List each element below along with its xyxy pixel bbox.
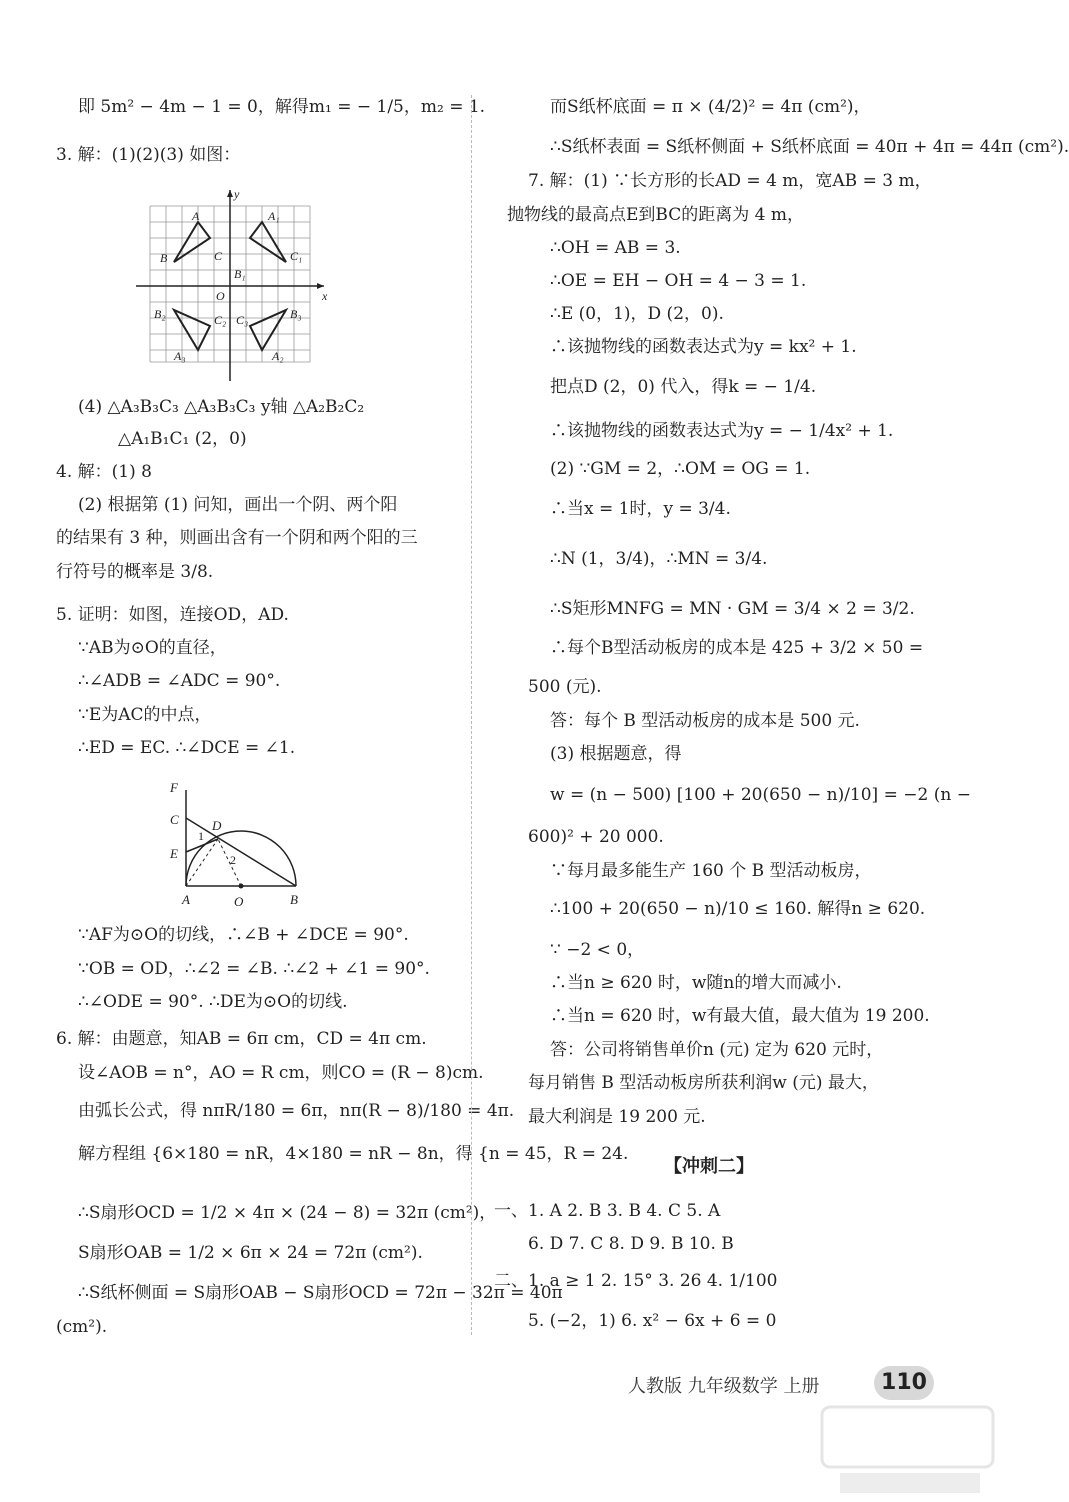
fig1-label-a1: A₁ (268, 209, 280, 223)
right-line: 答：公司将销售单价n (元) 定为 620 元时， (550, 1040, 884, 1060)
right-line: 把点D (2，0) 代入，得k = − 1/4. (550, 377, 817, 397)
left-line: S扇形OAB = 1/2 × 6π × 24 = 72π (cm²). (78, 1243, 423, 1263)
right-line: ∴S纸杯表面 = S纸杯侧面 + S纸杯底面 = 40π + 4π = 44π (cm²). (550, 137, 1069, 157)
right-line: 而S纸杯底面 = π × (4/2)² = 4π (cm²)， (550, 97, 871, 117)
right-line: ∴每个B型活动板房的成本是 425 + 3/2 × 50 = (550, 638, 924, 658)
right-line: 600)² + 20 000. (528, 827, 664, 847)
left-line: 即 5m² − 4m − 1 = 0，解得m₁ = − 1/5，m₂ = 1. (78, 97, 486, 117)
right-line: ∴OE = EH − OH = 4 − 3 = 1. (550, 271, 807, 291)
fig1-label-a2: A₂ (272, 349, 284, 363)
left-line: (2) 根据第 (1) 问知，画出一个阴、两个阳 (78, 495, 398, 515)
fig1-label-x: x (322, 289, 328, 303)
right-line: ∵ −2 < 0， (550, 940, 645, 960)
fig2-label-o: O (234, 894, 244, 909)
right-line: ∴当n = 620 时，w有最大值，最大值为 19 200. (550, 1006, 930, 1026)
right-line: 一、1. A 2. B 3. B 4. C 5. A (494, 1201, 721, 1221)
right-line: 500 (元). (528, 677, 602, 697)
fig1-label-a3: A₃ (174, 349, 186, 363)
right-line: 5. (−2，1) 6. x² − 6x + 6 = 0 (528, 1311, 777, 1331)
left-line: 4. 解：(1) 8 (56, 462, 152, 482)
right-line: 答：每个 B 型活动板房的成本是 500 元. (550, 711, 860, 731)
fig2-label-e: E (170, 846, 178, 861)
fig2-angle-2: 2 (230, 853, 236, 867)
fig1-label-b2: B₂ (154, 307, 166, 321)
left-line: 5. 证明：如图，连接OD，AD. (56, 605, 289, 625)
right-line: ∴该抛物线的函数表达式为y = kx² + 1. (550, 337, 857, 357)
right-line: w = (n − 500) [100 + 20(650 − n)/10] = −2 (n − (550, 785, 971, 805)
fig1-label-b3: B₃ (290, 307, 302, 321)
fig1-label-y: y (234, 187, 240, 201)
right-line: 7. 解：(1) ∵长方形的长AD = 4 m，宽AB = 3 m， (528, 171, 932, 191)
right-line: ∴OH = AB = 3. (550, 238, 681, 258)
left-line: ∴S纸杯侧面 = S扇形OAB − S扇形OCD = 72π − 32π = 40π (78, 1283, 563, 1303)
left-line: ∵AB为⊙O的直径， (78, 638, 227, 658)
fig1-label-c1: C₁ (290, 249, 303, 263)
right-line: 抛物线的最高点E到BC的距离为 4 m， (507, 205, 804, 225)
right-line: ∴E (0，1)，D (2，0). (550, 304, 724, 324)
fig1-label-c: C (214, 249, 223, 263)
right-line: ∴当n ≥ 620 时，w随n的增大而减小. (550, 973, 842, 993)
right-line: ∴100 + 20(650 − n)/10 ≤ 160. 解得n ≥ 620. (550, 899, 926, 919)
right-line: (2) ∵GM = 2，∴OM = OG = 1. (550, 459, 811, 479)
footer-book-title: 人教版 九年级数学 上册 (628, 1376, 820, 1397)
left-line: 的结果有 3 种，则画出含有一个阴和两个阳的三 (56, 528, 418, 548)
left-line: 6. 解：由题意，知AB = 6π cm，CD = 4π cm. (56, 1029, 427, 1049)
left-line: 设∠AOB = n°，AO = R cm，则CO = (R − 8)cm. (78, 1063, 484, 1083)
left-line: ∴ED = EC. ∴∠DCE = ∠1. (78, 738, 296, 758)
fig1-label-c2: C₂ (214, 313, 227, 327)
fig1-label-a: A (192, 209, 200, 223)
right-line: ∴S矩形MNFG = MN · GM = 3/4 × 2 = 3/2. (550, 599, 915, 619)
right-line: ∵每月最多能生产 160 个 B 型活动板房， (550, 861, 872, 881)
right-line: ∴N (1，3/4)，∴MN = 3/4. (550, 549, 768, 569)
fig1-label-b: B (160, 251, 168, 265)
right-line: ∴该抛物线的函数表达式为y = − 1/4x² + 1. (550, 421, 894, 441)
right-line: 二、1. a ≥ 1 2. 15° 3. 26 4. 1/100 (494, 1271, 778, 1291)
left-line: 行符号的概率是 3/8. (56, 562, 214, 582)
right-line: (3) 根据题意，得 (550, 744, 682, 764)
page-number: 110 (874, 1366, 934, 1400)
column-divider (471, 95, 472, 1335)
fig2-label-f: F (170, 780, 178, 795)
watermark-logo (820, 1405, 995, 1497)
semicircle-figure (162, 778, 312, 908)
left-line: ∴S扇形OCD = 1/2 × 4π × (24 − 8) = 32π (cm²)， (78, 1203, 497, 1223)
left-line: (cm²). (56, 1317, 108, 1337)
left-line: △A₁B₁C₁ (2，0) (118, 429, 247, 449)
right-line: ∴当x = 1时，y = 3/4. (550, 499, 731, 519)
left-line: ∴∠ODE = 90°. ∴DE为⊙O的切线. (78, 992, 348, 1012)
left-line: ∴∠ADB = ∠ADC = 90°. (78, 671, 281, 691)
fig2-label-d: D (212, 818, 222, 833)
right-line: 最大利润是 19 200 元. (528, 1107, 706, 1127)
right-line: 6. D 7. C 8. D 9. B 10. B (528, 1234, 734, 1254)
fig2-angle-1: 1 (198, 829, 204, 843)
left-line: 解方程组 {6×180 = nR，4×180 = nR − 8n，得 {n = 45，R = 24. (78, 1144, 629, 1164)
left-line: (4) △A₃B₃C₃ △A₃B₃C₃ y轴 △A₂B₂C₂ (78, 397, 365, 417)
coordinate-grid-figure (136, 186, 336, 381)
left-line: ∵OB = OD，∴∠2 = ∠B. ∴∠2 + ∠1 = 90°. (78, 959, 430, 979)
fig2-label-c: C (170, 812, 179, 827)
left-line: ∵AF为⊙O的切线，∴∠B + ∠DCE = 90°. (78, 925, 409, 945)
fig2-label-b: B (290, 892, 298, 907)
fig1-label-c3: C₃ (236, 313, 249, 327)
fig1-label-b1: B₁ (234, 267, 246, 281)
left-line: ∵E为AC的中点， (78, 705, 212, 725)
right-line: 每月销售 B 型活动板房所获利润w (元) 最大， (528, 1073, 879, 1093)
fig1-label-o: O (216, 289, 225, 303)
left-line: 3. 解：(1)(2)(3) 如图： (56, 145, 241, 165)
left-line: 由弧长公式，得 nπR/180 = 6π，nπ(R − 8)/180 = 4π. (78, 1101, 515, 1121)
fig2-label-a: A (182, 892, 190, 907)
section-title: 【冲刺二】 (664, 1156, 754, 1177)
